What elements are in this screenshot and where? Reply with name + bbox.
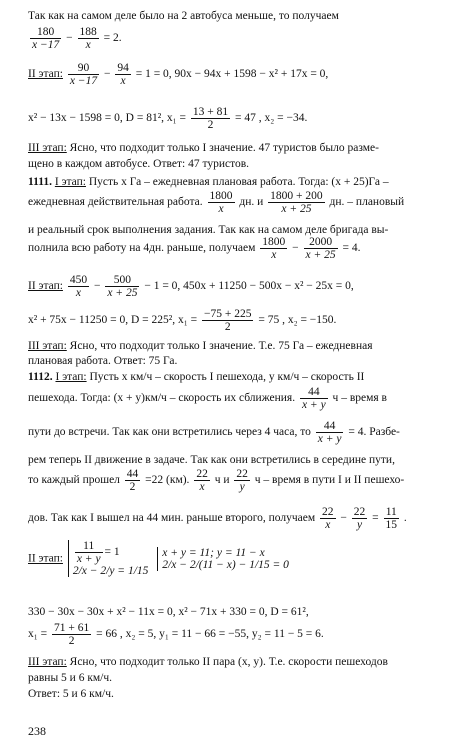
- stage-label: III этап:: [28, 340, 67, 352]
- stage-label: III этап:: [28, 656, 67, 668]
- text-line: и реальный срок выполнения задания. Так как на самом деле бригада вы-: [28, 224, 389, 236]
- equation-line: то каждый прошел $\frac{44}{2}$ =22 (км). $\frac{22}{x}$ ч и $\frac{22}{y}$ ч – время в пути I и II пешехо-: [28, 468, 405, 494]
- page-number: 238: [28, 724, 46, 738]
- equation-line: полнила всю работу на 4дн. раньше, получаем $\frac{1800}{x}$ − $\frac{2000}{x + 25}$ = 4.: [28, 236, 361, 262]
- fraction: $\frac{94}{x}$: [117, 62, 129, 88]
- answer-line: Ответ: 5 и 6 км/ч.: [28, 688, 114, 700]
- fraction: $\frac{90}{x -17}$: [69, 62, 98, 88]
- text-line: равны 5 и 6 км/ч.: [28, 672, 113, 684]
- problem-number: 1112.: [28, 371, 53, 383]
- fraction: $\frac{188}{x}$: [79, 26, 97, 52]
- equation-line: x² − 13x − 1598 = 0, D = 81², x₁ = $\frac{13 + 81}{2}$ = 47 , x₂ = −34.: [28, 106, 308, 132]
- text-line: щено в каждом автобусе. Ответ: 47 туристов.: [28, 158, 250, 170]
- fraction: $\frac{180}{x -17}$: [32, 26, 60, 52]
- equation-line: II этап: $\frac{450}{x}$ − $\frac{500}{x + 25}$ − 1 = 0, 450x + 11250 − 500x − x² − 25x = 0,: [28, 274, 354, 300]
- text-line: рем теперь II движение в задаче. Так как они встретились в середине пути,: [28, 454, 395, 466]
- equation-line: x² + 75x − 11250 = 0, D = 225², x₁ = $\frac{-75 + 225}{2}$ = 75 , x₂ = −150.: [28, 308, 337, 334]
- stage-label: III этап:: [28, 142, 67, 154]
- stage-label: II этап:: [28, 552, 63, 565]
- problem-header: 1111. I этап: Пусть x Га – ежедневная плановая работа. Тогда: (x + 25)Га –: [28, 176, 389, 188]
- equation-line: ежедневная действительная работа. $\frac{1800}{x}$ дн. и $\frac{1800 + 200}{x + 25}$ дн. – плановый: [28, 190, 405, 216]
- equation-line: II этап: $\frac{90}{x -17}$ − $\frac{94}{x}$ = 1 = 0, 90x − 94x + 1598 − x² + 17x = 0,: [28, 62, 329, 88]
- fraction: $\frac{13 + 81}{2}$: [192, 106, 229, 132]
- text-line: Так как на самом деле было на 2 автобуса меньше, то получаем: [28, 10, 339, 22]
- equation-line: $\frac{180}{x -17}$ − $\frac{188}{x}$ = 2.: [32, 26, 122, 52]
- system-line: [28, 540, 289, 577]
- equation-line: пути до встречи. Так как они встретились через 4 часа, то $\frac{44}{x + y}$ = 4. Разбе-: [28, 420, 400, 446]
- text-line: плановая работа. Ответ: 75 Га.: [28, 355, 178, 367]
- text-line: III этап: Ясно, что подходит только I значение. Т.е. 75 Га – ежедневная: [28, 340, 373, 352]
- stage-label: I этап:: [54, 176, 86, 188]
- equation-line: 330 − 30x − 30x + x² − 11x = 0, x² − 71x + 330 = 0, D = 61²,: [28, 606, 309, 618]
- equation-system: x + y = 11; y = 11 − x 2/x − 2/(11 − x) − 1/15 = 0: [157, 547, 289, 571]
- stage-label: II этап:: [28, 68, 63, 81]
- equation-system: $\frac{11}{x + y}$ = 1 2/x − 2/y = 1/15: [68, 540, 149, 577]
- stage-label: I этап:: [55, 371, 87, 383]
- equation-line: x₁ = $\frac{71 + 61}{2}$ = 66 , x₂ = 5, y₁ = 11 − 66 = −55, y₂ = 11 − 5 = 6.: [28, 622, 324, 648]
- equation-line: пешехода. Тогда: (x + y)км/ч – скорость их сближения. $\frac{44}{x + y}$ ч – время в: [28, 386, 387, 412]
- equation-line: дов. Так как I вышел на 44 мин. раньше второго, получаем $\frac{22}{x}$ − $\frac{22}{y}$ = $\frac{11}{15}$ .: [28, 506, 407, 532]
- stage-label: II этап:: [28, 280, 63, 293]
- text-line: III этап: Ясно, что подходит только I значение. 47 туристов было разме-: [28, 142, 379, 154]
- problem-number: 1111.: [28, 176, 52, 188]
- text-line: III этап: Ясно, что подходит только II пара (x, y). Т.е. скорости пешеходов: [28, 656, 388, 668]
- problem-header: 1112. I этап: Пусть x км/ч – скорость I пешехода, y км/ч – скорость II: [28, 371, 365, 383]
